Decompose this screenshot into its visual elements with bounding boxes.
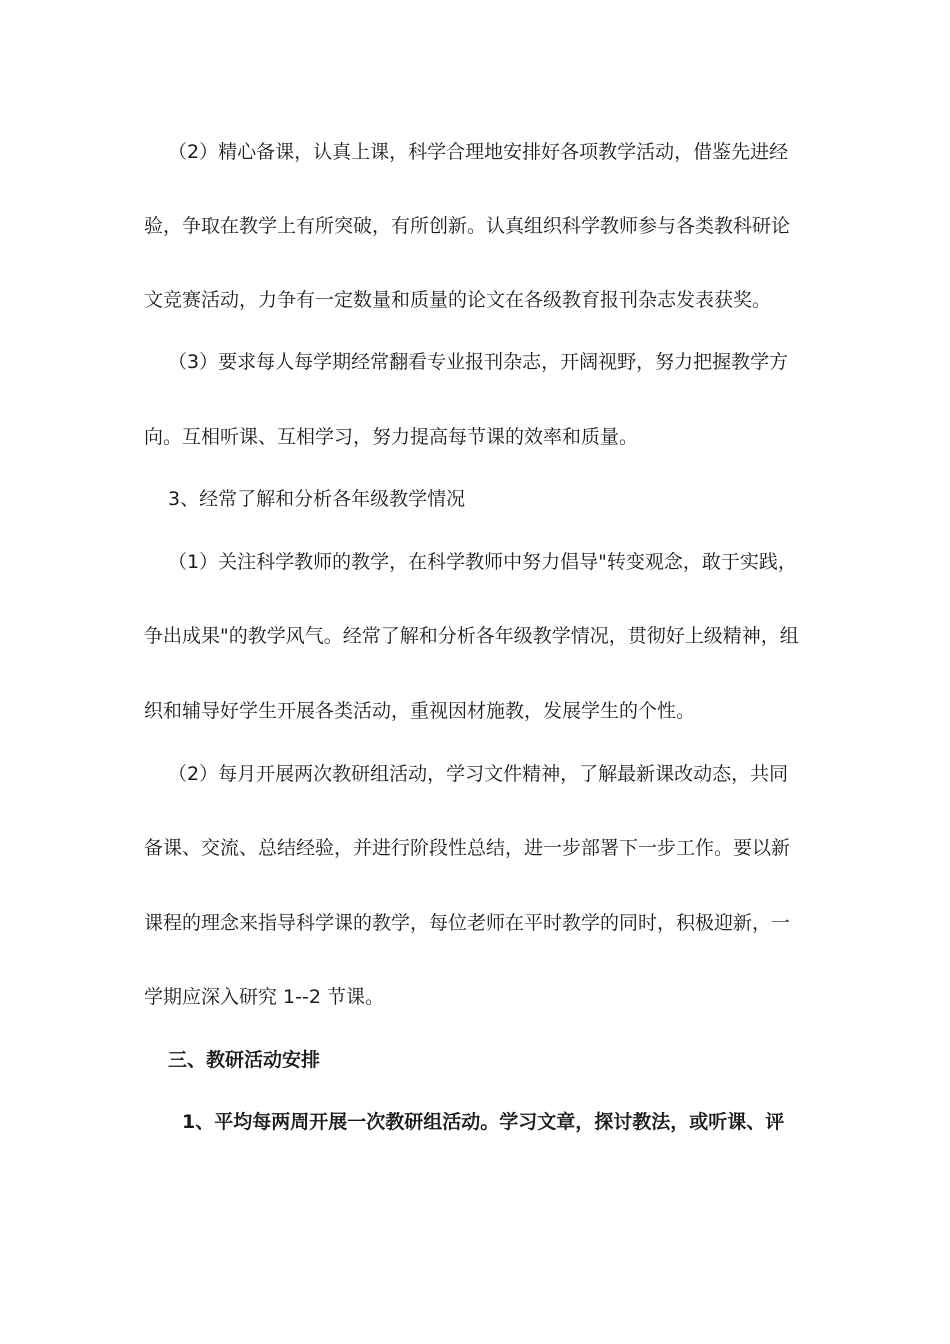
section-heading: 3、经常了解和分析各年级教学情况 [168, 488, 466, 510]
paragraph-line: 文竞赛活动，力争有一定数量和质量的论文在各级教育报刊杂志发表获奖。 [144, 289, 772, 311]
paragraph-line: （2）精心备课，认真上课，科学合理地安排好各项教学活动，借鉴先进经 [168, 141, 789, 163]
paragraph-line: 课程的理念来指导科学课的教学，每位老师在平时教学的同时，积极迎新，一 [144, 912, 791, 934]
paragraph-line: （2）每月开展两次教研组活动，学习文件精神，了解最新课改动态，共同 [168, 763, 789, 785]
paragraph-line: 备课、交流、总结经验，并进行阶段性总结，进一步部署下一步工作。要以新 [144, 837, 791, 859]
paragraph-line: （1）关注科学教师的教学，在科学教师中努力倡导"转变观念，敢于实践， [168, 551, 797, 573]
paragraph-line: （3）要求每人每学期经常翻看专业报刊杂志，开阔视野，努力把握教学方 [168, 351, 789, 373]
section-title: 三、教研活动安排 [168, 1049, 321, 1071]
paragraph-line: 织和辅导好学生开展各类活动，重视因材施教，发展学生的个性。 [144, 700, 696, 722]
paragraph-line: 争出成果"的教学风气。经常了解和分析各年级教学情况，贯彻好上级精神，组 [144, 625, 799, 647]
paragraph-line: 学期应深入研究 1--2 节课。 [144, 986, 384, 1008]
paragraph-line: 1、平均每两周开展一次教研组活动。学习文章，探讨教法，或听课、评 [182, 1111, 785, 1133]
paragraph-line: 向。互相听课、互相学习，努力提高每节课的效率和质量。 [144, 426, 639, 448]
paragraph-line: 验，争取在教学上有所突破，有所创新。认真组织科学教师参与各类教科研论 [144, 215, 791, 237]
